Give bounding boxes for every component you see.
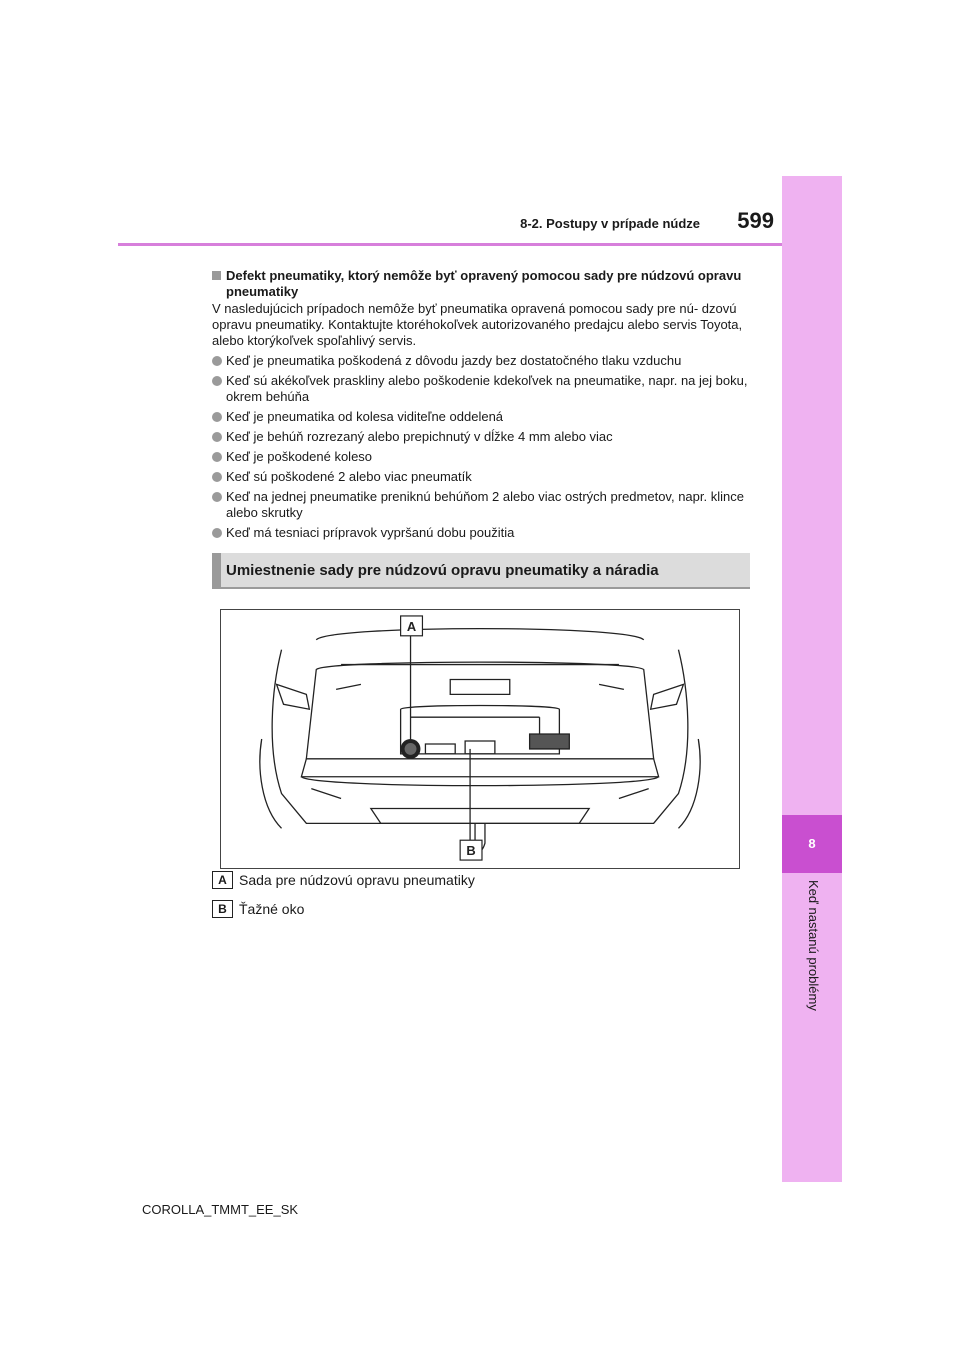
condition-list bbox=[212, 353, 752, 541]
list-item: Keď sú poškodené 2 alebo viac pneumatík bbox=[212, 469, 752, 485]
running-header-section: 8-2. Postupy v prípade núdze bbox=[520, 216, 700, 231]
footer-code: COROLLA_TMMT_EE_SK bbox=[142, 1202, 299, 1217]
round-bullet-icon bbox=[212, 472, 222, 482]
header-rule bbox=[118, 243, 782, 246]
list-item: Keď má tesniaci prípravok vypršanú dobu použitia bbox=[212, 525, 752, 541]
list-item: Keď sú akékoľvek praskliny alebo poškodenie kdekoľvek na pneumatike, napr. na jej boku, okrem behúňa bbox=[212, 373, 752, 405]
subheading-text: Defekt pneumatiky, ktorý nemôže byť opravený pomocou sady pre núdzovú opravu pneumatiky bbox=[226, 268, 742, 299]
round-bullet-icon bbox=[212, 356, 222, 366]
page-number: 599 bbox=[737, 208, 774, 233]
callout-a-label: A bbox=[406, 618, 417, 634]
round-bullet-icon bbox=[212, 432, 222, 442]
main-content bbox=[212, 268, 752, 545]
round-bullet-icon bbox=[212, 492, 222, 502]
round-bullet-icon bbox=[212, 376, 222, 386]
callout-b-label: B bbox=[466, 843, 476, 859]
section-title: Umiestnenie sady pre núdzovú opravu pneumatiky a náradia bbox=[226, 562, 659, 579]
trunk-illustration bbox=[220, 609, 740, 869]
list-item: Keď je poškodené koleso bbox=[212, 449, 752, 465]
subheading bbox=[212, 268, 752, 300]
round-bullet-icon bbox=[212, 452, 222, 462]
list-item: Keď je pneumatika poškodená z dôvodu jazdy bez dostatočného tlaku vzduchu bbox=[212, 353, 752, 369]
chapter-number-badge: 8 bbox=[782, 815, 842, 873]
legend-a-text: Sada pre núdzovú opravu pneumatiky bbox=[239, 872, 475, 888]
round-bullet-icon bbox=[212, 528, 222, 538]
square-bullet-icon bbox=[212, 271, 221, 280]
section-accent-bar bbox=[212, 553, 221, 587]
trunk-drawing bbox=[221, 610, 739, 868]
legend-b-text: Ťažné oko bbox=[239, 901, 305, 917]
list-item: Keď na jednej pneumatike preniknú behúňom 2 alebo viac ostrých predmetov, napr. klince alebo skrutky bbox=[212, 489, 752, 521]
intro-paragraph: V nasledujúcich prípadoch nemôže byť pneumatika opravená pomocou sady pre nú- dzovú opravu pneumatiky. Kontaktujte ktoréhokoľvek autorizovaného predajcu alebo servis Toyota, alebo ktorýkoľvek spoľahlivý servis. bbox=[212, 301, 743, 348]
legend-item-b bbox=[212, 900, 304, 918]
legend-a-box: A bbox=[212, 871, 233, 889]
list-item: Keď je pneumatika od kolesa viditeľne oddelená bbox=[212, 409, 752, 425]
legend-b-box: B bbox=[212, 900, 233, 918]
chapter-title-vertical: Keď nastanú problémy bbox=[806, 880, 821, 1011]
section-heading-band bbox=[212, 553, 750, 589]
list-item: Keď je behúň rozrezaný alebo prepichnutý v dĺžke 4 mm alebo viac bbox=[212, 429, 752, 445]
legend-item-a bbox=[212, 871, 475, 889]
round-bullet-icon bbox=[212, 412, 222, 422]
